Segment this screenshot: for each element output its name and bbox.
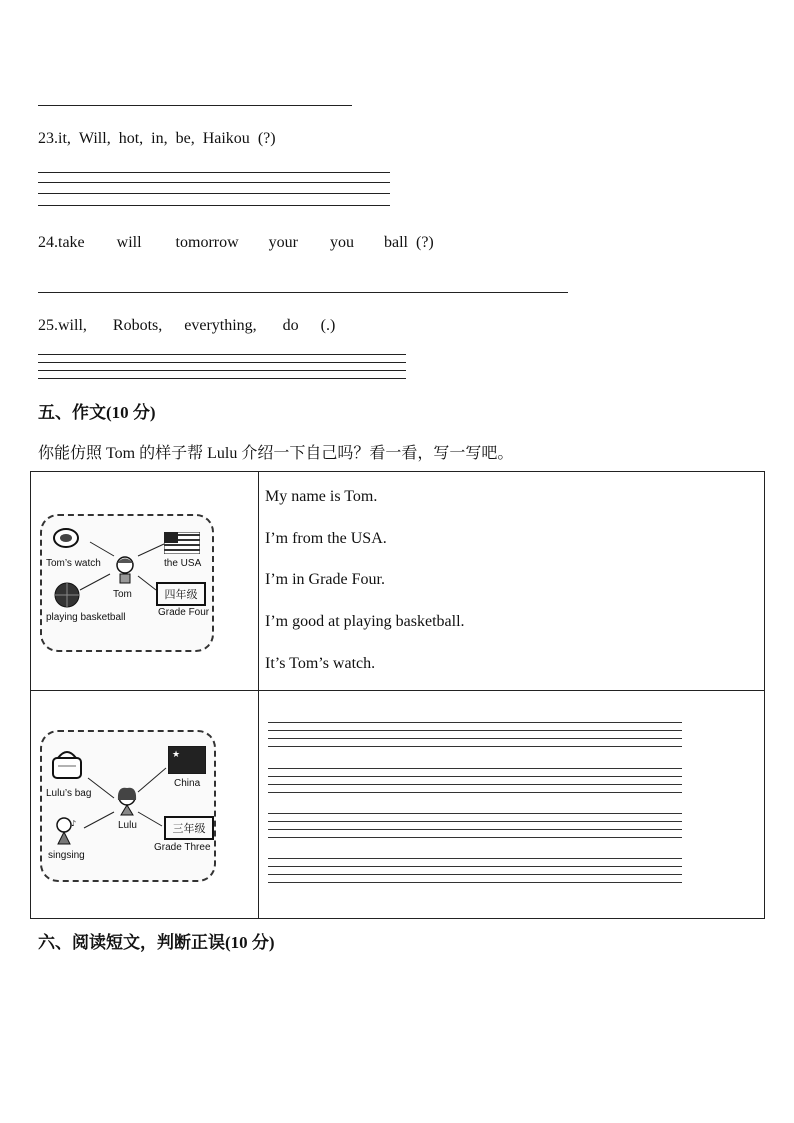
watch-label: Tom’s watch [46, 558, 101, 569]
writing-line [268, 858, 682, 859]
writing-line [38, 172, 390, 173]
name-label: Lulu [118, 820, 137, 831]
writing-line [268, 874, 682, 875]
writing-line [38, 362, 406, 363]
grade-badge: 三年级 [164, 816, 214, 840]
writing-line [38, 205, 390, 206]
china-flag-icon [168, 746, 206, 774]
section-heading: 六、阅读短文，判断正误(10 分) [38, 933, 275, 952]
writing-line [268, 722, 682, 723]
writing-line [268, 784, 682, 785]
writing-line [268, 866, 682, 867]
writing-line [38, 370, 406, 371]
grade-label: Grade Three [154, 842, 211, 853]
tom-sentence-2: I’m from the USA. [265, 530, 387, 547]
writing-line [268, 829, 682, 830]
tom-sentence-1: My name is Tom. [265, 488, 378, 505]
tom-sentence-5: It’s Tom’s watch. [265, 655, 376, 672]
bag-label: Lulu’s bag [46, 788, 92, 799]
answer-line [38, 105, 352, 106]
writing-line [38, 193, 390, 194]
tom-mind-map [40, 514, 214, 652]
svg-text:♪: ♪ [71, 819, 77, 828]
svg-text:★: ★ [172, 750, 181, 760]
section-heading: 五、作文(10 分) [38, 403, 156, 422]
writing-line [38, 354, 406, 355]
singing-kid-icon [52, 816, 80, 846]
country-label: the USA [164, 558, 202, 569]
girl-avatar-icon [114, 786, 140, 816]
answer-line [38, 292, 568, 293]
instruction-text: 你能仿照 Tom 的样子帮 Lulu 介绍一下自己吗？看一看，写一写吧。 [38, 445, 514, 462]
writing-line [268, 821, 682, 822]
grade-label: Grade Four [158, 607, 210, 618]
writing-line [268, 746, 682, 747]
watch-icon [52, 526, 80, 550]
bag-icon [50, 746, 84, 780]
basketball-icon [54, 582, 80, 608]
writing-line [268, 837, 682, 838]
hobby-label: singsing [48, 850, 85, 861]
writing-line [268, 776, 682, 777]
writing-line [268, 792, 682, 793]
writing-line [268, 768, 682, 769]
writing-line [268, 882, 682, 883]
boy-avatar-icon [112, 554, 138, 584]
name-label: Tom [113, 589, 132, 600]
question-25: 25.will, Robots, everything, do (.) [38, 317, 336, 334]
hobby-label: playing basketball [46, 612, 126, 623]
usa-flag-icon [164, 532, 200, 554]
question-24: 24.take will tomorrow your you ball (?) [38, 234, 434, 251]
tom-sentence-4: I’m good at playing basketball. [265, 613, 465, 630]
tom-sentence-3: I’m in Grade Four. [265, 571, 385, 588]
question-23: 23.it, Will, hot, in, be, Haikou (?) [38, 130, 276, 147]
writing-line [38, 182, 390, 183]
writing-line [268, 738, 682, 739]
country-label: China [174, 778, 201, 789]
writing-line [268, 730, 682, 731]
writing-line [38, 378, 406, 379]
lulu-mind-map [40, 730, 216, 882]
grade-badge: 四年级 [156, 582, 206, 606]
lulu-writing-cell [259, 691, 765, 919]
writing-line [268, 813, 682, 814]
